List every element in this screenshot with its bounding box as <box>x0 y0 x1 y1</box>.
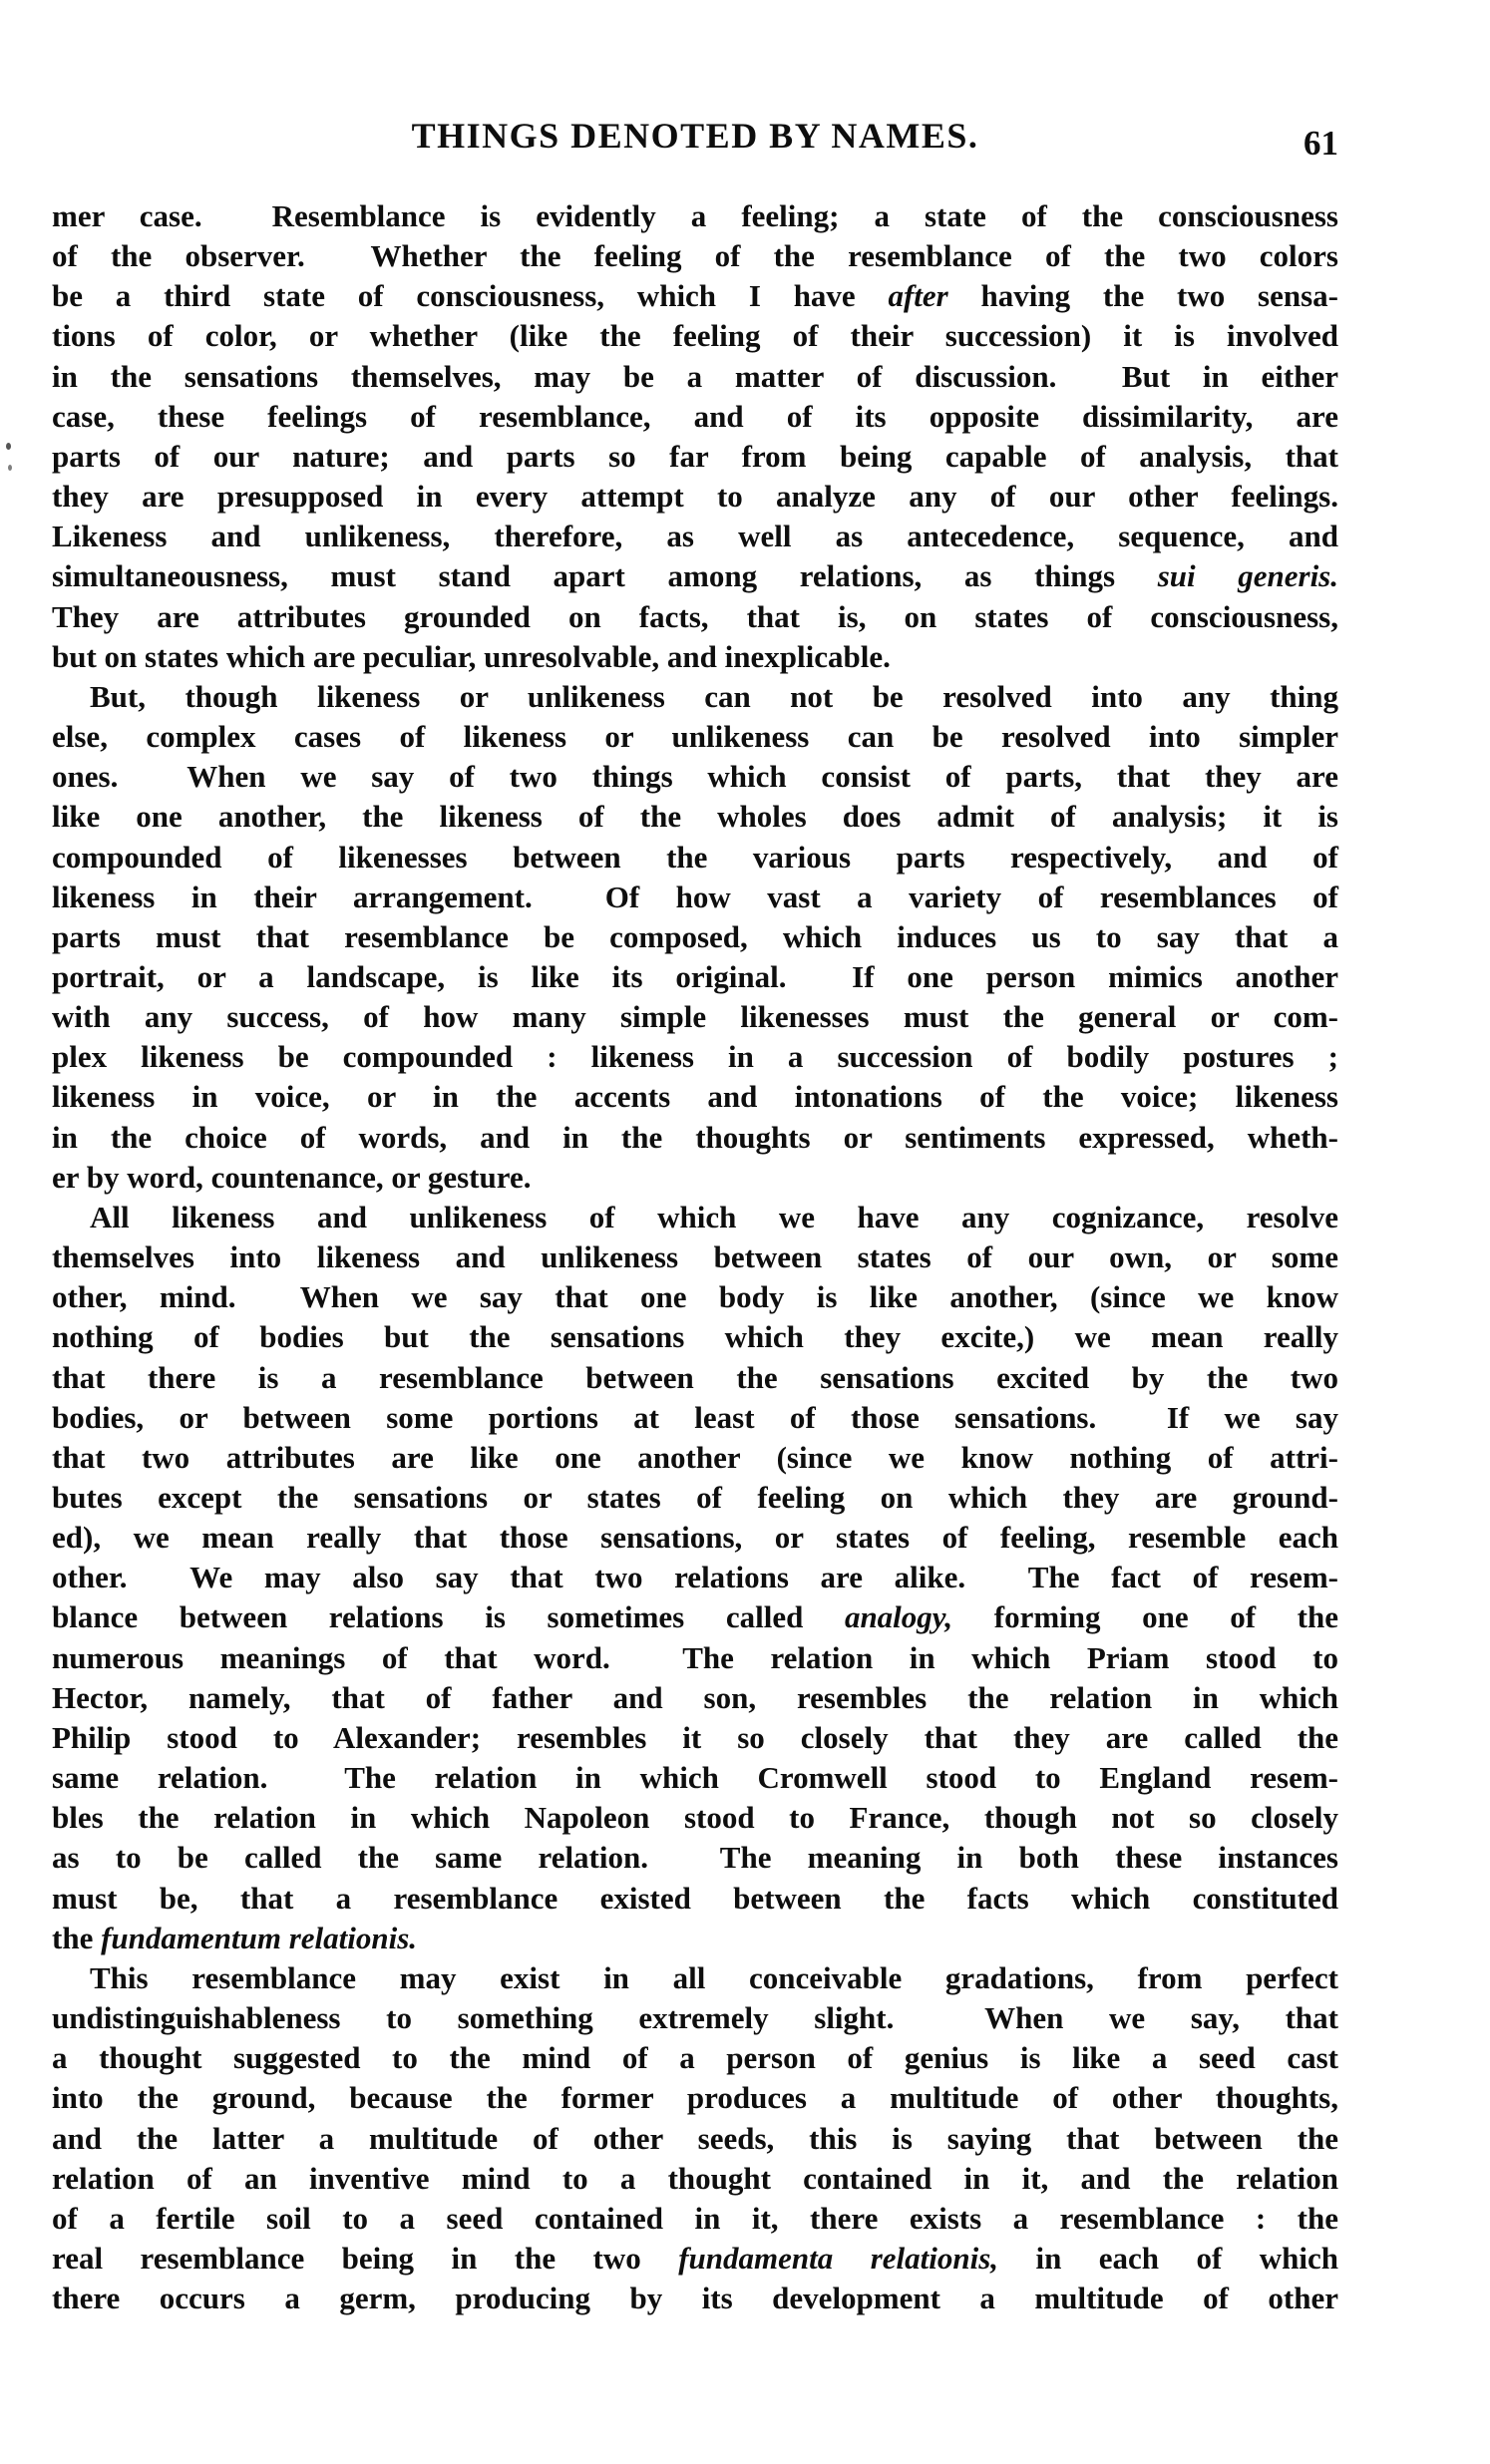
text-line <box>52 2119 1338 2159</box>
text-line <box>52 677 1338 717</box>
text-block <box>52 196 1338 2318</box>
text-segment: Hector, namely, that of father and son, resembles the relation in which <box>52 1679 1338 1715</box>
text-segment: ones. When we say of two things which consist of parts, that they are <box>52 759 1338 795</box>
text-segment: the <box>52 1920 102 1955</box>
text-line <box>52 477 1338 517</box>
text-line <box>52 1678 1338 1718</box>
text-line <box>52 637 1338 677</box>
text-segment: analogy, <box>844 1599 953 1635</box>
text-segment: must be, that a resemblance existed between the facts which constituted <box>52 1880 1338 1916</box>
text-segment: in the choice of words, and in the thoughts or sentiments expressed, wheth- <box>52 1119 1338 1155</box>
text-segment: other. We may also say that two relations are alike. The fact of resem- <box>52 1560 1338 1595</box>
scan-artifact-dot <box>6 443 11 450</box>
text-line <box>52 1919 1338 1958</box>
text-segment: Philip stood to Alexander; resembles it so closely that they are called the <box>52 1719 1338 1755</box>
text-line <box>52 1358 1338 1398</box>
text-segment: likeness in their arrangement. Of how vast a variety of resemblances of <box>52 879 1338 914</box>
text-line <box>52 1237 1338 1277</box>
text-segment: like one another, the likeness of the wholes does admit of analysis; it is <box>52 799 1338 835</box>
text-segment: they are presupposed in every attempt to analyze any of our other feelings. <box>52 479 1338 515</box>
text-segment: a thought suggested to the mind of a person of genius is like a seed cast <box>52 2040 1338 2076</box>
text-line <box>52 1438 1338 1478</box>
text-line <box>52 1398 1338 1438</box>
text-segment: themselves into likeness and unlikeness between states of our own, or some <box>52 1239 1338 1275</box>
text-segment: case, these feelings of resemblance, and of its opposite dissimilarity, are <box>52 398 1338 434</box>
text-segment: blance between relations is sometimes called <box>52 1599 845 1635</box>
text-line <box>52 2239 1338 2279</box>
text-line <box>52 1317 1338 1357</box>
text-line <box>52 838 1338 878</box>
text-line <box>52 437 1338 477</box>
text-line <box>52 1638 1338 1678</box>
text-segment: forming one of the <box>952 1599 1338 1635</box>
text-segment: and the latter a multitude of other seeds, this is saying that between the <box>52 2120 1338 2156</box>
text-segment: tions of color, or whether (like the feeling of their succession) it is involved <box>52 318 1338 354</box>
text-line <box>52 757 1338 797</box>
text-segment: compounded of likenesses between the various parts respectively, and of <box>52 839 1338 875</box>
text-line <box>52 517 1338 556</box>
text-segment: mer case. Resemblance is evidently a feeling; a state of the consciousness <box>52 198 1338 233</box>
text-line <box>52 276 1338 316</box>
text-segment: Likeness and unlikeness, therefore, as well as antecedence, sequence, and <box>52 519 1338 554</box>
text-line <box>52 1758 1338 1798</box>
text-line <box>52 957 1338 997</box>
text-line <box>52 1077 1338 1117</box>
text-line <box>52 1998 1338 2038</box>
text-segment: after <box>888 278 948 314</box>
text-line <box>52 2078 1338 2118</box>
text-segment: All likeness and unlikeness of which we have any cognizance, resolve <box>90 1199 1338 1234</box>
text-line <box>52 1277 1338 1317</box>
text-segment: but on states which are peculiar, unresolvable, and inexplicable. <box>52 638 891 674</box>
text-segment: with any success, of how many simple likenesses must the general or com- <box>52 999 1338 1035</box>
text-line <box>52 717 1338 757</box>
text-segment: same relation. The relation in which Cromwell stood to England resem- <box>52 1760 1338 1796</box>
text-line <box>52 2279 1338 2318</box>
text-segment: parts of our nature; and parts so far from being capable of analysis, that <box>52 438 1338 474</box>
text-line <box>52 1838 1338 1878</box>
text-line <box>52 316 1338 356</box>
text-segment: plex likeness be compounded : likeness in a succession of bodily postures ; <box>52 1039 1338 1075</box>
text-line <box>52 1718 1338 1758</box>
text-line <box>52 878 1338 917</box>
text-segment: fundamenta relationis, <box>678 2240 999 2276</box>
text-segment: bodies, or between some portions at least of those sensations. If we say <box>52 1399 1338 1435</box>
text-line <box>52 997 1338 1037</box>
text-segment: They are attributes grounded on facts, that is, on states of consciousness, <box>52 598 1338 634</box>
text-segment: of a fertile soil to a seed contained in it, there exists a resemblance : the <box>52 2200 1338 2236</box>
text-line <box>52 1478 1338 1518</box>
text-line <box>52 2199 1338 2239</box>
text-segment: er by word, countenance, or gesture. <box>52 1159 532 1195</box>
text-segment: into the ground, because the former produces a multitude of other thoughts, <box>52 2080 1338 2116</box>
text-line <box>52 1958 1338 1998</box>
text-line <box>52 1798 1338 1838</box>
text-line <box>52 1037 1338 1077</box>
text-segment: sui generis. <box>1157 558 1338 594</box>
text-segment: bles the relation in which Napoleon stood to France, though not so closely <box>52 1800 1338 1836</box>
text-line <box>52 1558 1338 1597</box>
text-segment: nothing of bodies but the sensations which they excite,) we mean really <box>52 1319 1338 1355</box>
text-line <box>52 597 1338 637</box>
text-segment: of the observer. Whether the feeling of the resemblance of the two colors <box>52 238 1338 274</box>
text-segment: in each of which <box>998 2240 1338 2276</box>
text-line <box>52 1879 1338 1919</box>
text-segment: But, though likeness or unlikeness can not be resolved into any thing <box>90 678 1338 714</box>
text-line <box>52 357 1338 397</box>
text-segment: there occurs a germ, producing by its development a multitude of other <box>52 2281 1338 2316</box>
text-segment: that there is a resemblance between the sensations excited by the two <box>52 1359 1338 1395</box>
text-line <box>52 1158 1338 1198</box>
text-segment: likeness in voice, or in the accents and intonations of the voice; likeness <box>52 1079 1338 1115</box>
text-line <box>52 1597 1338 1637</box>
text-line <box>52 556 1338 596</box>
text-segment: real resemblance being in the two <box>52 2240 679 2276</box>
text-segment: else, complex cases of likeness or unlikeness can be resolved into simpler <box>52 719 1338 755</box>
running-head-title: THINGS DENOTED BY NAMES. <box>411 116 979 156</box>
text-segment: ed), we mean really that those sensations, or states of feeling, resemble each <box>52 1520 1338 1556</box>
text-segment: having the two sensa- <box>947 278 1338 314</box>
text-segment: fundamentum relationis. <box>101 1920 418 1955</box>
text-line <box>52 196 1338 236</box>
text-segment: portrait, or a landscape, is like its original. If one person mimics another <box>52 958 1338 994</box>
text-line <box>52 2038 1338 2078</box>
text-line <box>52 236 1338 276</box>
text-segment: undistinguishableness to something extremely slight. When we say, that <box>52 2000 1338 2036</box>
text-segment: simultaneousness, must stand apart among relations, as things <box>52 558 1158 594</box>
text-segment: that two attributes are like one another (since we know nothing of attri- <box>52 1439 1338 1475</box>
scan-artifact-dot <box>8 465 12 471</box>
text-segment: in the sensations themselves, may be a matter of discussion. But in either <box>52 358 1338 394</box>
text-segment: This resemblance may exist in all conceivable gradations, from perfect <box>90 1959 1338 1995</box>
text-line <box>52 917 1338 957</box>
page-number: 61 <box>1304 124 1338 163</box>
text-segment: relation of an inventive mind to a thought contained in it, and the relation <box>52 2160 1338 2196</box>
text-line <box>52 2159 1338 2199</box>
text-segment: as to be called the same relation. The meaning in both these instances <box>52 1840 1338 1876</box>
text-segment: parts must that resemblance be composed, which induces us to say that a <box>52 918 1338 954</box>
text-segment: other, mind. When we say that one body is like another, (since we know <box>52 1279 1338 1315</box>
text-line <box>52 797 1338 837</box>
text-line <box>52 397 1338 437</box>
text-segment: numerous meanings of that word. The relation in which Priam stood to <box>52 1639 1338 1675</box>
text-line <box>52 1118 1338 1158</box>
text-segment: be a third state of consciousness, which I have <box>52 278 889 314</box>
text-line <box>52 1518 1338 1558</box>
text-line <box>52 1198 1338 1237</box>
text-segment: butes except the sensations or states of feeling on which they are ground- <box>52 1480 1338 1515</box>
